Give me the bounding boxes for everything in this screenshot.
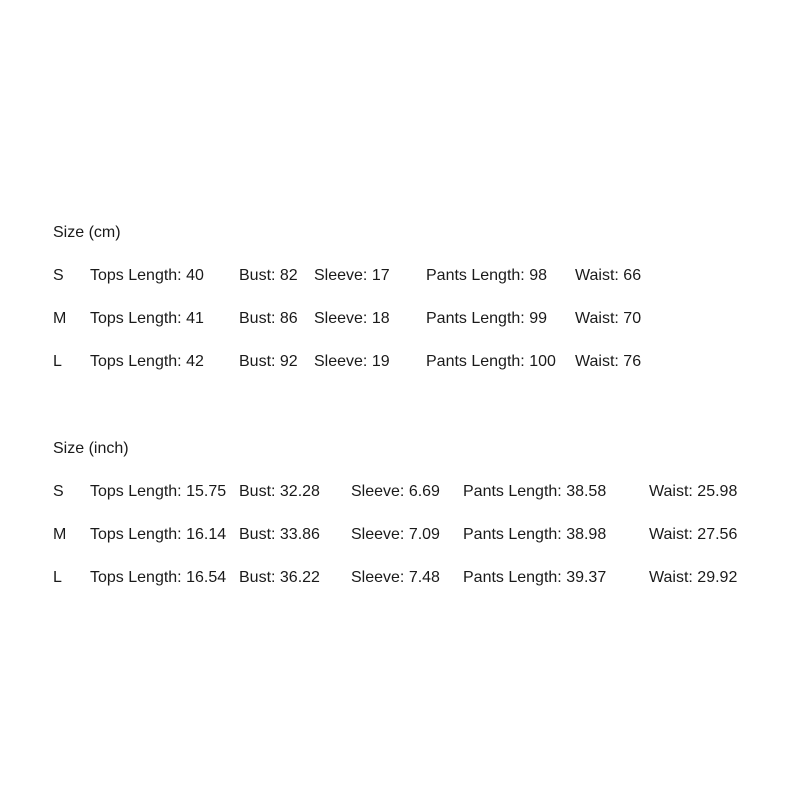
bust-cell: Bust: 86	[239, 310, 298, 327]
bust-cell: Bust: 36.22	[239, 569, 320, 586]
tops-length-cell: Tops Length: 16.14	[90, 526, 227, 543]
sleeve-cell: Sleeve: 6.69	[351, 483, 440, 500]
bust-cell: Bust: 92	[239, 353, 298, 370]
size-label: L	[53, 353, 62, 370]
bust-cell: Bust: 82	[239, 267, 298, 284]
waist-cell: Waist: 29.92	[649, 569, 738, 586]
sleeve-cell: Sleeve: 7.48	[351, 569, 440, 586]
pants-length-cell: Pants Length: 98	[426, 267, 547, 284]
waist-cell: Waist: 25.98	[649, 483, 738, 500]
size-label: S	[53, 267, 64, 284]
sleeve-cell: Sleeve: 7.09	[351, 526, 440, 543]
cm-table-title: Size (cm)	[53, 224, 121, 241]
cm-table-row	[0, 310, 800, 330]
size-label: M	[53, 526, 67, 543]
waist-cell: Waist: 66	[575, 267, 642, 284]
pants-length-cell: Pants Length: 100	[426, 353, 556, 370]
tops-length-cell: Tops Length: 16.54	[90, 569, 227, 586]
tops-length-cell: Tops Length: 42	[90, 353, 204, 370]
cm-table-row	[0, 267, 800, 287]
inch-table-row	[0, 526, 800, 546]
size-label: L	[53, 569, 62, 586]
waist-cell: Waist: 27.56	[649, 526, 738, 543]
pants-length-cell: Pants Length: 99	[426, 310, 547, 327]
tops-length-cell: Tops Length: 40	[90, 267, 204, 284]
sleeve-cell: Sleeve: 17	[314, 267, 390, 284]
bust-cell: Bust: 33.86	[239, 526, 320, 543]
inch-table-row	[0, 569, 800, 589]
sleeve-cell: Sleeve: 19	[314, 353, 390, 370]
pants-length-cell: Pants Length: 38.58	[463, 483, 607, 500]
pants-length-cell: Pants Length: 39.37	[463, 569, 607, 586]
pants-length-cell: Pants Length: 38.98	[463, 526, 607, 543]
tops-length-cell: Tops Length: 41	[90, 310, 204, 327]
waist-cell: Waist: 76	[575, 353, 642, 370]
waist-cell: Waist: 70	[575, 310, 642, 327]
cm-table-row	[0, 353, 800, 373]
sleeve-cell: Sleeve: 18	[314, 310, 390, 327]
inch-table-title: Size (inch)	[53, 440, 129, 457]
size-label: S	[53, 483, 64, 500]
tops-length-cell: Tops Length: 15.75	[90, 483, 227, 500]
inch-table-row	[0, 483, 800, 503]
size-label: M	[53, 310, 67, 327]
bust-cell: Bust: 32.28	[239, 483, 320, 500]
